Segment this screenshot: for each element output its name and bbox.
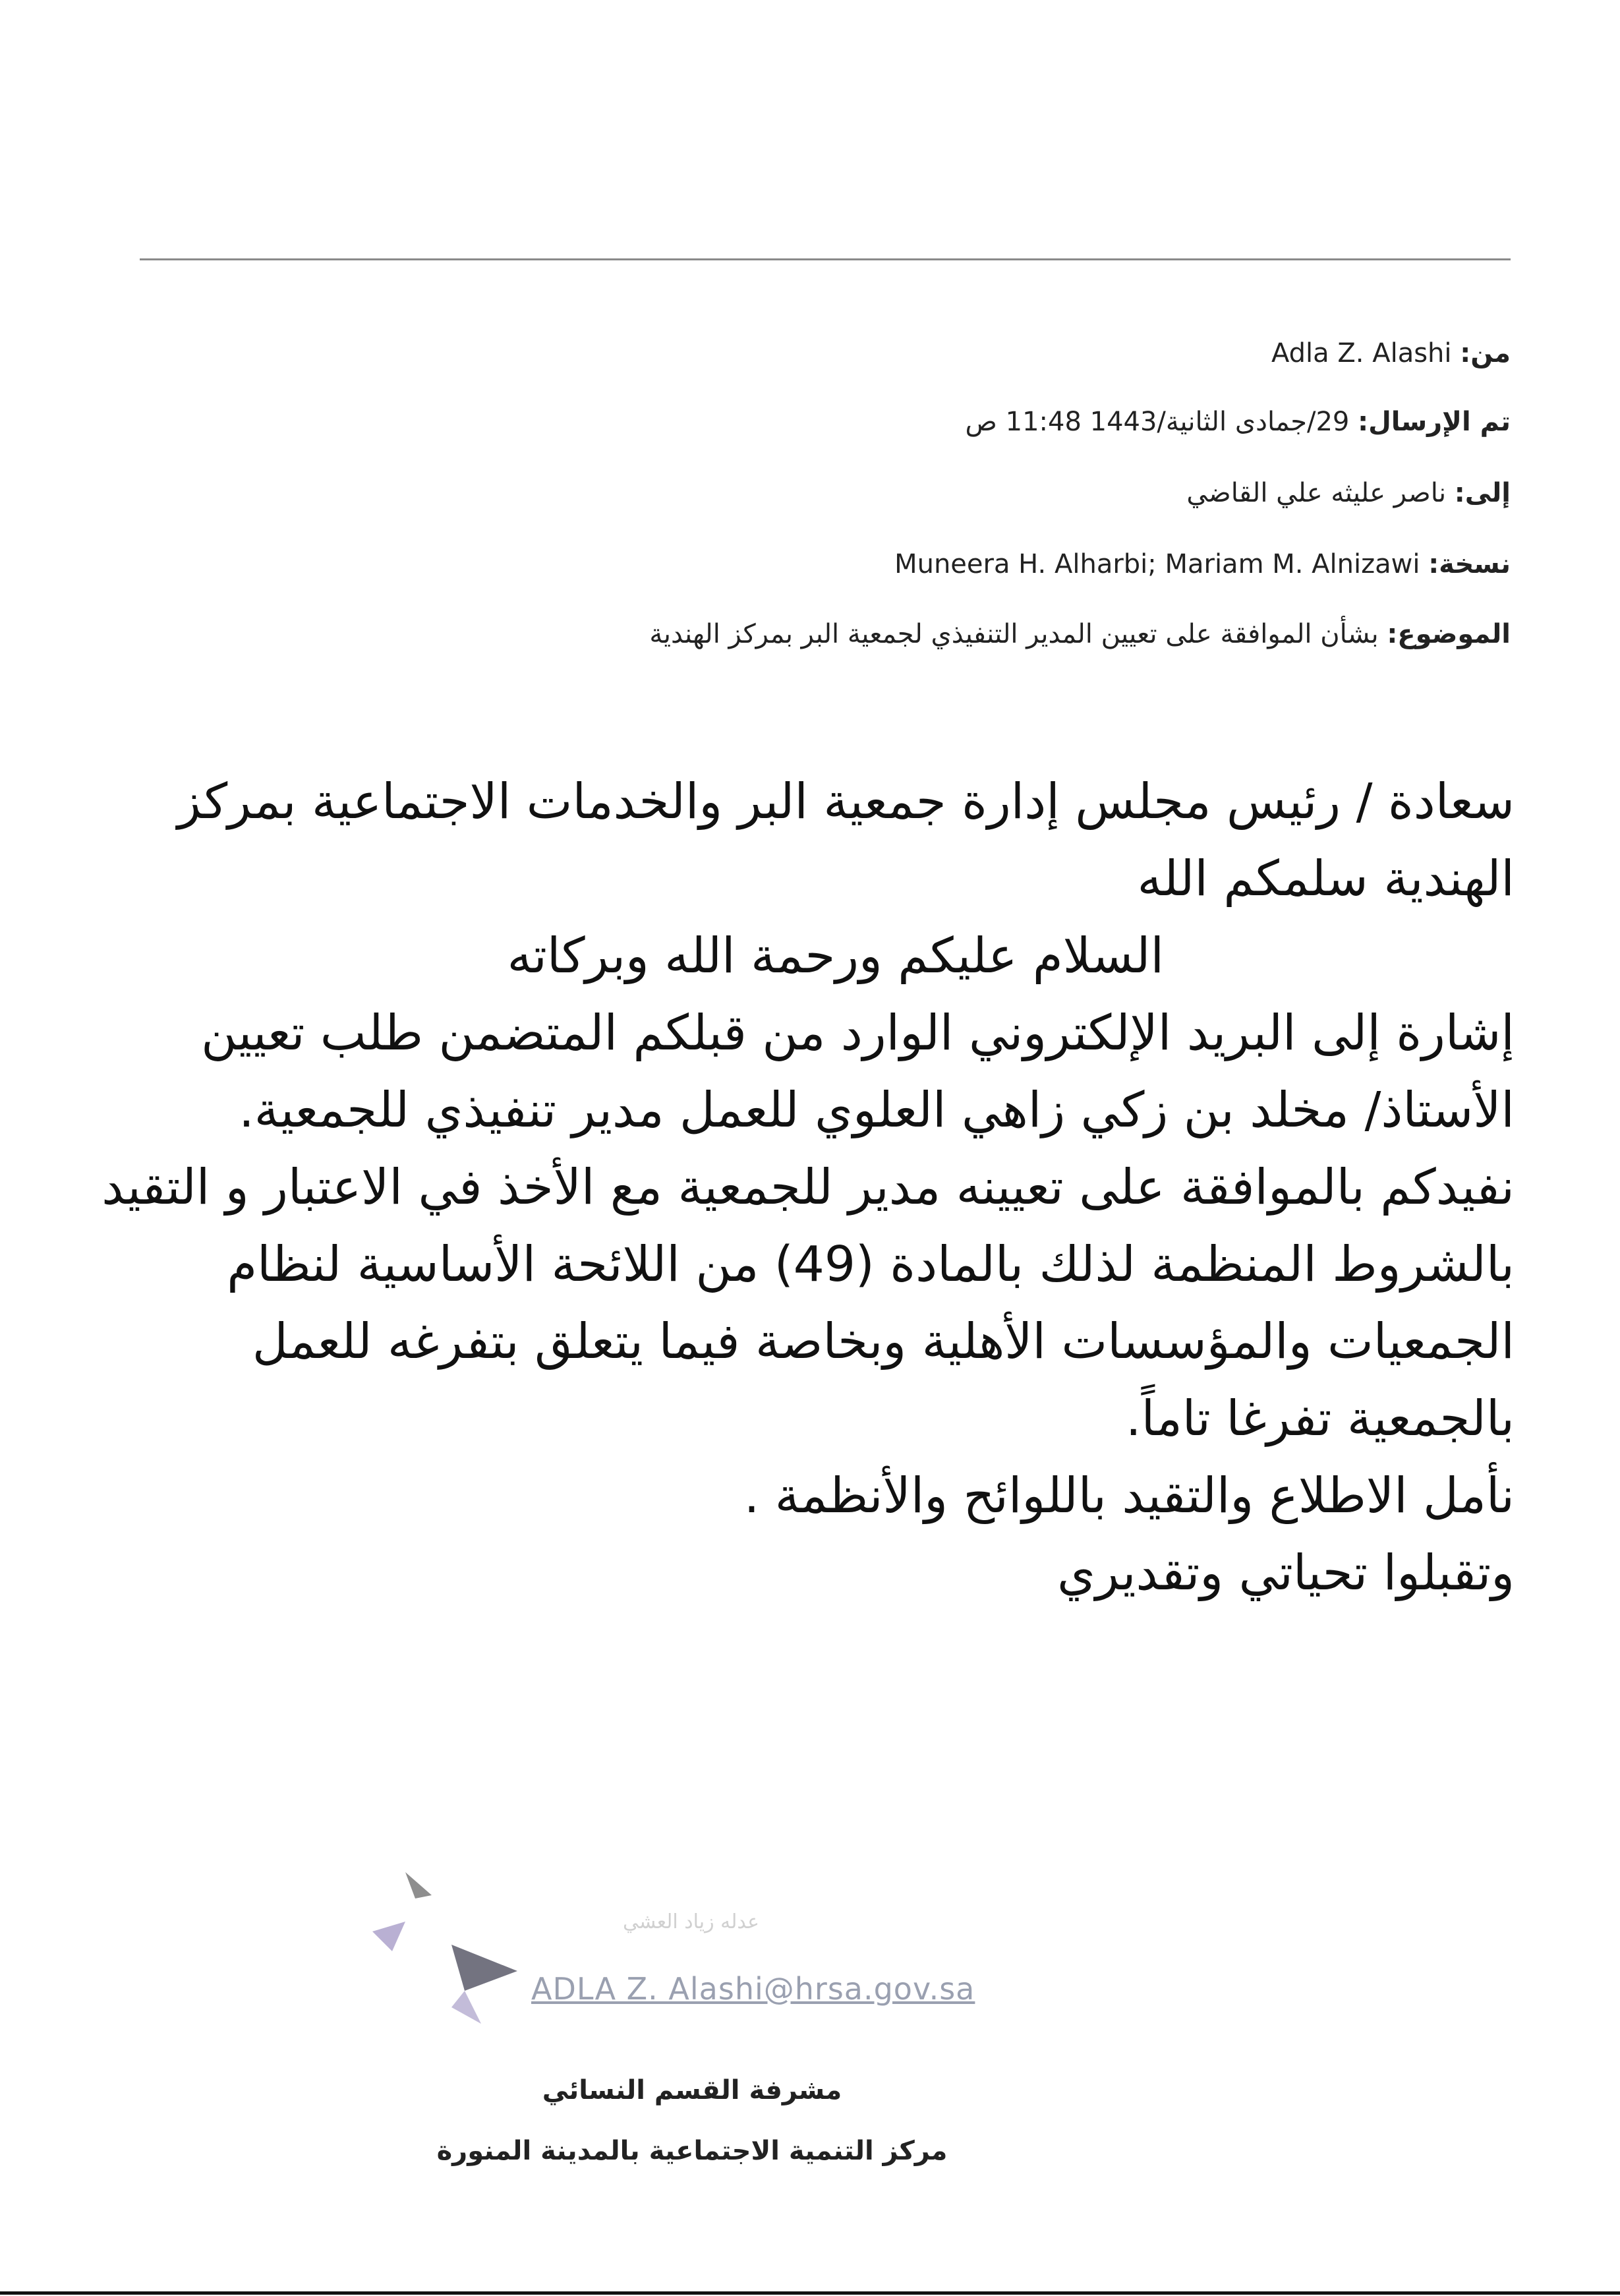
header-divider (140, 258, 1511, 260)
from-row (192, 335, 1511, 372)
subject-row (192, 616, 1511, 653)
to-row (192, 475, 1511, 512)
cc-value: Muneera H. Alharbi; Mariam M. Alnizawi (894, 549, 1420, 579)
from-value: Adla Z. Alashi (1271, 338, 1452, 368)
bottom-edge-line (0, 2291, 1620, 2295)
logo-shape-bottom (451, 1991, 481, 2024)
signature-faded-name: عدله زياد العشي (623, 1910, 759, 1933)
organization-logo (366, 1859, 524, 2030)
sent-label: تم الإرسال: (1358, 407, 1511, 437)
body-line: إشارة إلى البريد الإلكتروني الوارد من قبلكم المتضمن طلب تعيين (201, 1005, 1515, 1061)
logo-shape-top (405, 1872, 432, 1899)
body-line: نأمل الاطلاع والتقيد باللوائح والأنظمة . (743, 1467, 1515, 1524)
body-line: نفيدكم بالموافقة على تعيينه مدير للجمعية مع الأخذ في الاعتبار و التقيد (101, 1159, 1515, 1216)
body-line-greeting: السلام عليكم ورحمة الله وبركاته (507, 927, 1164, 984)
signature-title: مشرفة القسم النسائي (542, 2075, 842, 2105)
signature-organization: مركز التنمية الاجتماعية بالمدينة المنورة (436, 2136, 948, 2166)
signature-email-link[interactable]: ADLA Z. Alashi@hrsa.gov.sa (531, 1971, 975, 2007)
from-label: من: (1460, 338, 1511, 368)
to-label: إلى: (1454, 478, 1511, 508)
body-line: سعادة / رئيس مجلس إدارة جمعية البر والخدمات الاجتماعية بمركز (177, 773, 1515, 830)
to-value: ناصر عليثه علي القاضي (1186, 478, 1447, 508)
subject-label: الموضوع: (1387, 619, 1511, 649)
body-line: بالجمعية تفرغا تاماً. (1126, 1390, 1515, 1447)
body-line: الجمعيات والمؤسسات الأهلية وبخاصة فيما يتعلق بتفرغه للعمل (252, 1313, 1515, 1370)
body-line: الأستاذ/ مخلد بن زكي زاهي العلوي للعمل مدير تنفيذي للجمعية. (239, 1082, 1515, 1138)
body-line: بالشروط المنظمة لذلك بالمادة (49) من اللائحة الأساسية لنظام (227, 1236, 1515, 1293)
letter-body (101, 763, 1515, 1612)
sent-value: 29/جمادى الثانية/1443 11:48 ص (965, 407, 1350, 437)
logo-shape-dark (451, 1945, 517, 1991)
body-line: وتقبلوا تحياتي وتقديري (1057, 1545, 1515, 1601)
logo-shape-left (372, 1922, 405, 1951)
sent-row (192, 403, 1511, 440)
body-line: الهندية سلمكم الله (1137, 850, 1515, 907)
subject-value: بشأن الموافقة على تعيين المدير التنفيذي لجمعية البر بمركز الهندية (649, 619, 1379, 649)
cc-row (192, 546, 1511, 583)
cc-label: نسخة: (1428, 549, 1511, 579)
